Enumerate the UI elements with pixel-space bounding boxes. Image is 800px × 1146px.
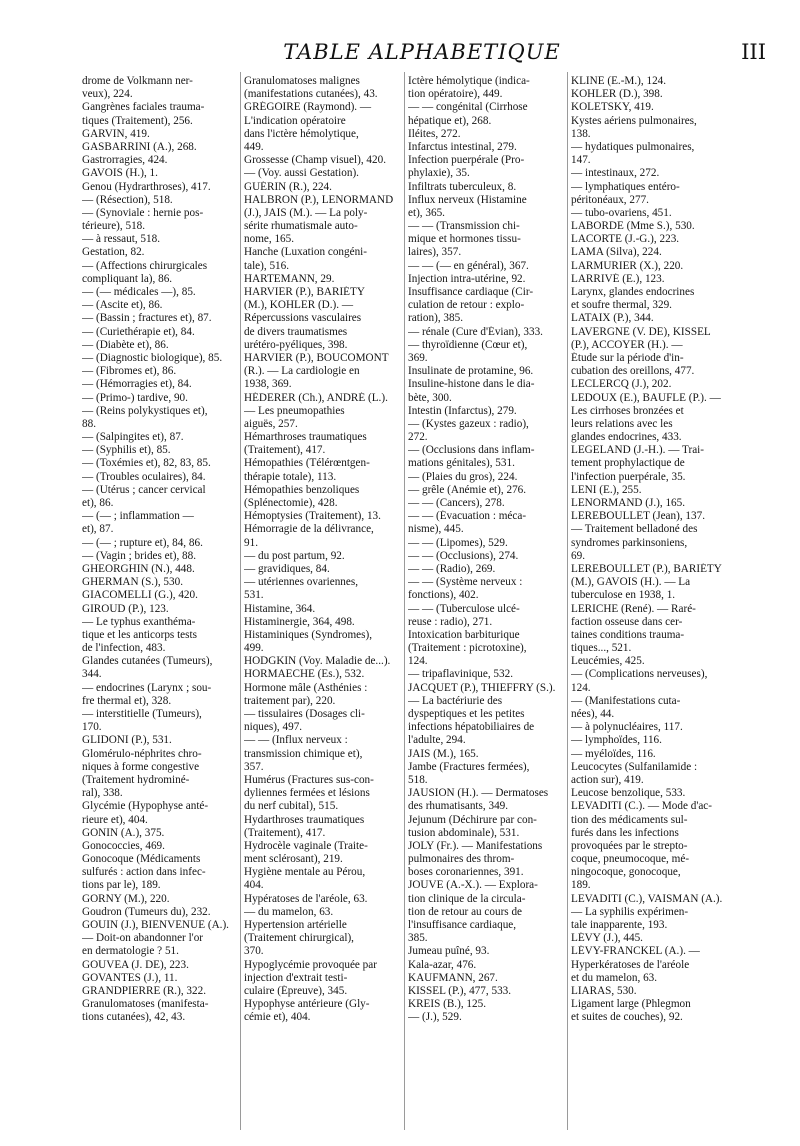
index-line: Répercussions vasculaires [244, 312, 362, 325]
index-line: — — (Influx nerveux : [244, 734, 348, 747]
index-line: veux), 224. [82, 88, 133, 101]
index-line: GIACOMELLI (G.), 420. [82, 589, 198, 602]
index-line: — (Fibromes et), 86. [82, 365, 177, 378]
index-line: niques), 497. [244, 721, 303, 734]
index-line: Hypertension artérielle [244, 919, 347, 931]
index-line: Insuffisance cardiaque (Cir- [408, 286, 534, 298]
index-line: — du mamelon, 63. [244, 905, 334, 918]
index-line: ration), 385. [408, 312, 463, 325]
index-line: ningocoque, gonocoque, [571, 866, 681, 879]
index-line: Iléites, 272. [408, 127, 461, 140]
index-line: — (Complications nerveuses), [571, 668, 708, 681]
index-line: Leucocytes (Sulfanilamide : [571, 760, 698, 773]
index-line: — — (Cancers), 278. [408, 497, 505, 509]
index-line: — myéloïdes, 116. [571, 747, 656, 760]
index-line: Hémorragie de la délivrance, [244, 523, 374, 536]
page-number: III [741, 40, 766, 64]
index-line: — — (Transmission chi- [408, 220, 520, 233]
index-line: GASBARRINI (A.), 268. [82, 140, 197, 153]
index-line: LACORTE (J.-G.), 223. [571, 233, 680, 246]
index-line: LARRIVÉ (E.), 123. [571, 272, 665, 285]
index-line: — (Synoviale : hernie pos- [82, 206, 204, 219]
index-line: nées), 44. [571, 708, 615, 720]
index-line: rieure et), 404. [82, 813, 148, 826]
index-line: — du post partum, 92. [244, 549, 345, 562]
index-line: — (Occlusions dans inflam- [408, 444, 535, 457]
index-line: — rénale (Cure d'Évian), 333. [408, 325, 543, 338]
index-line: et suites de couches), 92. [571, 1011, 683, 1024]
index-line: — (Diabète et), 86. [82, 338, 169, 351]
column-divider [240, 72, 241, 1130]
index-line: Hanche (Luxation congéni- [244, 246, 368, 259]
index-line: Hémopathies (Télérœntgen- [244, 457, 370, 470]
index-line: GIROUD (P.), 123. [82, 602, 169, 615]
index-line: tale), 516. [244, 259, 290, 272]
index-line: Influx nerveux (Histamine [408, 193, 527, 206]
index-line: Hydarthroses traumatiques [244, 813, 365, 826]
index-line: — thyroïdienne (Cœur et), [408, 338, 528, 351]
index-line: LIARAS, 530. [571, 984, 637, 997]
index-line: Ictère hémolytique (indica- [408, 75, 530, 87]
index-line: Injection intra-utérine, 92. [408, 272, 526, 285]
index-line: des rhumatisants, 349. [408, 800, 509, 813]
index-line: Glomérulo-néphrites chro- [82, 747, 202, 760]
index-line: l'adulte, 294. [408, 734, 466, 747]
index-line: — (Reins polykystiques et), [82, 404, 208, 417]
index-line: GHERMAN (S.), 530. [82, 576, 183, 589]
index-line: Hyperkératoses de l'aréole [571, 958, 690, 971]
index-line: Granulomatoses (manifesta- [82, 998, 209, 1011]
index-line: — (Affections chirurgicales [82, 259, 208, 272]
index-line: Jumeau puîné, 93. [408, 945, 490, 958]
index-line: LEREBOULLET (Jean), 137. [571, 510, 706, 523]
index-line: 1938, 369. [244, 378, 292, 391]
index-line: (P.), ACCOYER (H.). — [571, 338, 683, 351]
index-line: LEDOUX (E.), BAUFLE (P.). — [571, 391, 721, 404]
index-line: syndromes parkinsoniens, [571, 536, 688, 549]
index-line: LÉVY-FRANCKEL (A.). — [571, 945, 700, 958]
index-line: pulmonaires des throm- [408, 853, 515, 866]
index-line: — — (— en général), 367. [408, 259, 529, 272]
index-line: 138. [571, 127, 591, 140]
index-line: Humérus (Fractures sus-con- [244, 773, 374, 786]
index-line: et), 87. [82, 523, 114, 536]
index-line: 449. [244, 140, 264, 153]
index-line: ment sclérosant), 219. [244, 853, 343, 866]
index-line: Leucose benzolique, 533. [571, 787, 686, 800]
index-line: LAMA (Silva), 224. [571, 246, 662, 259]
index-line: faction osseuse dans cer- [571, 615, 683, 628]
index-line: tiques (Traitement), 256. [82, 114, 193, 127]
index-line: dyliennes fermées et lésions [244, 787, 370, 800]
index-line: cubation des oreillons, 477. [571, 365, 695, 378]
index-line: Hygiène mentale au Pérou, [244, 866, 366, 879]
index-line: (M.), KOHLER (D.). — [244, 299, 354, 312]
index-line: GUÉRIN (R.), 224. [244, 180, 332, 193]
index-line: HODGKIN (Voy. Maladie de...). [244, 655, 391, 668]
index-line: — (Ascite et), 86. [82, 299, 163, 312]
index-line: KAUFMANN, 267. [408, 971, 498, 984]
index-line: furés dans les infections [571, 826, 679, 839]
index-line: Jejunum (Déchirure par con- [408, 813, 537, 826]
index-line: — tubo-ovariens, 451. [571, 206, 672, 219]
index-line: Intoxication barbiturique [408, 628, 520, 641]
index-line: tion opératoire), 449. [408, 88, 503, 101]
index-line: HARVIER (P.), BOUCOMONT [244, 351, 389, 364]
index-line: de divers traumatismes [244, 325, 348, 338]
index-line: tions par le), 189. [82, 879, 161, 892]
index-line: JACQUET (P.), THIEFFRY (S.). [408, 681, 556, 694]
index-line: injection d'extrait testi- [244, 971, 348, 984]
index-line: GARVIN, 419. [82, 127, 150, 140]
index-line: — (Kystes gazeux : radio), [408, 417, 529, 430]
index-line: HARVIER (P.), BARIÉTY [244, 286, 365, 298]
index-line: GONIN (A.), 375. [82, 826, 165, 839]
index-line: (J.), JAIS (M.). — La poly- [244, 206, 368, 219]
index-line: Hémarthroses traumatiques [244, 431, 367, 444]
index-line: GOVANTES (J.), 11. [82, 971, 178, 984]
index-line: HALBRON (P.), LENORMAND [244, 193, 394, 206]
index-line: tiques..., 521. [571, 642, 632, 655]
index-line: Intestin (Infarctus), 279. [408, 404, 517, 417]
index-line: drome de Volkmann ner- [82, 75, 193, 87]
index-line: Gonocoque (Médicaments [82, 853, 201, 866]
index-line: 170. [82, 721, 102, 734]
index-line: Infiltrats tuberculeux, 8. [408, 180, 517, 193]
index-line: fre thermal et), 328. [82, 694, 172, 707]
index-line: et), 365. [408, 206, 445, 219]
index-line: — interstitielle (Tumeurs), [82, 708, 202, 720]
index-line: Hémoptysies (Traitement), 13. [244, 510, 381, 523]
index-line: bète, 300. [408, 391, 452, 404]
index-line: 88. [82, 417, 96, 430]
index-line: GRÉGOIRE (Raymond). — [244, 101, 372, 114]
index-line: — (— ; rupture et), 84, 86. [82, 536, 203, 549]
index-line: et du mamelon, 63. [571, 971, 658, 984]
index-line: action sur), 419. [571, 773, 644, 786]
index-line: coque, pneumocoque, mé- [571, 853, 690, 866]
index-line: — (J.), 529. [408, 1011, 462, 1024]
index-column-1 [82, 75, 236, 1025]
index-line: Leucémies, 425. [571, 655, 645, 668]
index-line: compliquant la), 86. [82, 272, 173, 285]
index-line: — Doit-on abandonner l'or [82, 932, 204, 945]
index-line: tions cutanées), 42, 43. [82, 1011, 186, 1024]
index-line: 369. [408, 351, 428, 364]
index-line: KISSEL (P.), 477, 533. [408, 984, 512, 997]
index-line: l'insuffisance cardiaque, [408, 919, 517, 931]
index-line: tique et les anticorps tests [82, 628, 197, 641]
index-line: — — (Système nerveux : [408, 576, 523, 589]
index-line: — hydatiques pulmonaires, [571, 140, 695, 153]
index-line: — gravidiques, 84. [244, 562, 330, 575]
index-line: nisme), 445. [408, 523, 464, 536]
index-line: — — congénital (Cirrhose [408, 101, 528, 114]
index-line: JOLY (Fr.). — Manifestations [408, 839, 543, 852]
index-line: sérite rhumatismale auto- [244, 220, 358, 233]
index-line: péritonéaux, 277. [571, 193, 649, 206]
index-line: 272. [408, 431, 428, 444]
index-line: GHEORGHIN (N.), 448. [82, 562, 195, 575]
index-line: HORMAECHE (Es.), 532. [244, 668, 365, 681]
index-line: Jambe (Fractures fermées), [408, 760, 530, 773]
index-line: boses coronariennes, 391. [408, 866, 524, 879]
index-line: LECLERCQ (J.), 202. [571, 378, 672, 391]
index-line: GOUIN (J.), BIENVENUE (A.). [82, 919, 229, 931]
index-line: — Les pneumopathies [244, 404, 345, 417]
index-line: — La bactériurie des [408, 694, 503, 707]
index-line: — (Résection), 518. [82, 193, 173, 206]
index-line: traitement par), 220. [244, 694, 336, 707]
index-line: KOHLER (D.), 398. [571, 88, 663, 101]
index-line: LENORMAND (J.), 165. [571, 497, 686, 509]
index-line: 124. [408, 655, 428, 668]
index-line: térieure), 518. [82, 220, 146, 233]
index-line: — (— ; inflammation — [82, 510, 194, 523]
index-line: — — (Évacuation : méca- [408, 510, 527, 523]
index-line: — — (Tuberculose ulcé- [408, 602, 520, 615]
index-line: leurs relations avec les [571, 417, 673, 430]
index-line: Gestation, 82. [82, 246, 145, 259]
index-line: — grêle (Anémie et), 276. [408, 483, 527, 496]
index-line: phylaxie), 35. [408, 167, 470, 180]
index-line: Glandes cutanées (Tumeurs), [82, 655, 213, 668]
index-line: (M.), GAVOIS (H.). — La [571, 576, 691, 589]
index-line: tale inapparente, 193. [571, 919, 668, 931]
index-line: 518. [408, 773, 428, 786]
index-line: GLIDONI (P.), 531. [82, 734, 172, 747]
index-line: mique et hormones tissu- [408, 233, 521, 246]
index-line: Histaminergie, 364, 498. [244, 615, 355, 628]
index-line: — Traitement belladoné des [571, 523, 698, 536]
index-line: de l'infection, 483. [82, 642, 166, 655]
index-line: LÉVY (J.), 445. [571, 932, 643, 945]
index-line: JOUVE (A.-X.). — Explora- [408, 879, 538, 892]
index-line: Les cirrhoses bronzées et [571, 404, 684, 417]
index-line: — Le typhus exanthéma- [82, 615, 196, 628]
index-line: KREIS (B.), 125. [408, 998, 487, 1011]
index-line: — — (Radio), 269. [408, 562, 496, 575]
index-line: niques à forme congestive [82, 760, 200, 773]
index-line: LATAIX (P.), 344. [571, 312, 654, 325]
index-line: Hypoglycémie provoquée par [244, 958, 377, 971]
index-line: Larynx, glandes endocrines [571, 286, 695, 298]
index-line: urétéro-pyéliques, 398. [244, 338, 348, 351]
index-line: — lymphoïdes, 116. [571, 734, 662, 747]
index-line: KOLETSKY, 419. [571, 101, 654, 114]
index-line: dans l'ictère hémolytique, [244, 127, 359, 140]
index-line: (manifestations cutanées), 43. [244, 88, 378, 101]
index-line: (Splénectomie), 428. [244, 497, 338, 509]
index-line: — lymphatiques entéro- [571, 180, 680, 193]
index-line: — (Voy. aussi Gestation). [244, 167, 359, 180]
index-line: — — (Lipomes), 529. [408, 536, 508, 549]
index-line: Infection puerpérale (Pro- [408, 154, 525, 167]
index-line: — (Plaies du gros), 224. [408, 470, 518, 483]
index-line: Goudron (Tumeurs du), 232. [82, 905, 211, 918]
index-line: — (— médicales —), 85. [82, 286, 196, 298]
index-line: mations génitales), 531. [408, 457, 515, 470]
index-line: 499. [244, 642, 264, 655]
index-line: et soufre thermal, 329. [571, 299, 672, 312]
index-line: GAVOIS (H.), 1. [82, 167, 158, 180]
index-line: Histaminiques (Syndromes), [244, 628, 373, 641]
index-line: Glycémie (Hypophyse anté- [82, 800, 209, 813]
index-line: — (Salpingites et), 87. [82, 431, 184, 444]
index-line: transmission chimique et), [244, 747, 363, 760]
index-line: tion de retour au cours de [408, 905, 523, 918]
index-line: et), 86. [82, 497, 114, 509]
index-line: — (Toxémies et), 82, 83, 85. [82, 457, 211, 470]
index-line: — endocrines (Larynx ; sou- [82, 681, 212, 694]
index-line: sulfurés : action dans infec- [82, 866, 206, 879]
index-line: (Traitement), 417. [244, 826, 326, 839]
index-line: — (Bassin ; fractures et), 87. [82, 312, 212, 325]
index-line: Hémopathies benzoliques [244, 483, 360, 496]
index-line: ral), 338. [82, 787, 123, 800]
index-line: — (Curiethérapie et), 84. [82, 325, 195, 338]
index-line: (Traitement), 417. [244, 444, 326, 457]
index-line: Grossesse (Champ visuel), 420. [244, 154, 387, 167]
index-line: — à polynucléaires, 117. [571, 721, 683, 734]
index-line: LENI (E.), 255. [571, 483, 642, 496]
index-line: Genou (Hydrarthroses), 417. [82, 180, 211, 193]
index-line: cémie et), 404. [244, 1011, 311, 1024]
index-line: HÉDERER (Ch.), ANDRÉ (L.). [244, 391, 388, 404]
index-line: infections hépatobiliaires de [408, 721, 535, 734]
index-line: 69. [571, 549, 585, 562]
index-line: L'indication opératoire [244, 114, 346, 127]
index-line: KLINE (E.-M.), 124. [571, 75, 667, 87]
index-line: tuberculose en 1938, 1. [571, 589, 676, 602]
index-line: nome, 165. [244, 233, 295, 246]
column-divider [404, 72, 405, 1130]
index-line: 124. [571, 681, 591, 694]
index-line: — (Troubles oculaires), 84. [82, 470, 206, 483]
index-line: dyspeptiques et les petites [408, 708, 525, 720]
index-line: 189. [571, 879, 591, 892]
index-line: Hypophyse antérieure (Gly- [244, 998, 370, 1011]
index-line: laires), 357. [408, 246, 462, 259]
index-line: Hypératoses de l'aréole, 63. [244, 892, 368, 905]
index-line: glandes endocrines, 433. [571, 431, 682, 444]
index-line: (R.). — La cardiologie en [244, 365, 360, 378]
index-line: Granulomatoses malignes [244, 75, 360, 87]
index-line: LEREBOULLET (P.), BARIÉTY [571, 562, 722, 575]
index-line: 147. [571, 154, 591, 167]
index-line: JAUSION (H.). — Dermatoses [408, 787, 549, 800]
index-line: 404. [244, 879, 264, 892]
index-line: Hydrocèle vaginale (Traite- [244, 839, 368, 852]
index-line: reuse : radio), 271. [408, 615, 493, 628]
index-line: LARMURIER (X.), 220. [571, 259, 684, 272]
index-line: Insuline-histone dans le dia- [408, 378, 535, 391]
index-line: Insulinate de protamine, 96. [408, 365, 534, 378]
index-line: — (Syphilis et), 85. [82, 444, 171, 457]
index-line: (Traitement : picrotoxine), [408, 642, 527, 655]
index-line: 370. [244, 945, 264, 958]
index-line: — (Vagin ; brides et), 88. [82, 549, 197, 562]
index-line: du nerf cubital), 515. [244, 800, 339, 813]
index-line: tion clinique de la circula- [408, 892, 526, 905]
column-divider [567, 72, 568, 1130]
index-line: — — (Occlusions), 274. [408, 549, 519, 562]
index-line: (Traitement chirurgical), [244, 932, 354, 945]
index-line: — La syphilis expérimen- [571, 905, 689, 918]
index-line: — (Hémorragies et), 84. [82, 378, 192, 391]
index-line: Kystes aériens pulmonaires, [571, 114, 697, 127]
index-line: — intestinaux, 272. [571, 167, 660, 180]
index-line: tion des médicaments sul- [571, 813, 688, 826]
index-line: GOUVEA (J. DE), 223. [82, 958, 189, 971]
index-line: Gangrènes faciales trauma- [82, 101, 205, 114]
index-line: — (Manifestations cuta- [571, 694, 681, 707]
index-line: — tripaflavinique, 532. [408, 668, 514, 681]
index-line: culaire (Épreuve), 345. [244, 984, 348, 997]
index-line: — utériennes ovariennes, [244, 576, 359, 589]
index-line: fonctions), 402. [408, 589, 479, 602]
index-line: thérapie totale), 113. [244, 470, 337, 483]
index-line: GRANDPIERRE (R.), 322. [82, 984, 206, 997]
index-line: hépatique et), 268. [408, 114, 492, 127]
running-title: TABLE ALPHABETIQUE [283, 40, 561, 64]
index-line: 357. [244, 760, 264, 773]
index-line: — (Primo-) tardive, 90. [82, 391, 188, 404]
index-line: Ligament large (Phlegmon [571, 998, 691, 1011]
index-line: 385. [408, 932, 428, 945]
index-line: l'infection puerpérale, 35. [571, 470, 686, 483]
index-line: Infarctus intestinal, 279. [408, 140, 517, 153]
index-line: GORNY (M.), 220. [82, 892, 170, 905]
index-line: Histamine, 364. [244, 602, 316, 615]
index-line: aiguës, 257. [244, 417, 298, 430]
index-line: JAIS (M.), 165. [408, 747, 479, 760]
index-line: Hormone mâle (Asthénies : [244, 681, 368, 694]
index-line: LAVERGNE (V. DE), KISSEL [571, 325, 711, 338]
index-line: 531. [244, 589, 264, 602]
index-line: Étude sur la période d'in- [571, 351, 684, 364]
index-line: tusion abdominale), 531. [408, 826, 520, 839]
index-line: LABORDE (Mme S.), 530. [571, 220, 695, 233]
index-line: culation de retour : explo- [408, 299, 525, 312]
index-line: Gastrorragies, 424. [82, 154, 168, 167]
index-line: HARTEMANN, 29. [244, 272, 335, 285]
index-line: — tissulaires (Dosages cli- [244, 708, 365, 720]
index-line: 344. [82, 668, 102, 681]
index-line: — à ressaut, 518. [82, 233, 160, 246]
index-line: LEVADITI (C.). — Mode d'ac- [571, 800, 712, 813]
index-line: Kala-azar, 476. [408, 958, 477, 971]
index-line: en dermatologie ? 51. [82, 945, 179, 958]
index-column-4 [571, 75, 725, 1025]
index-line: LEVADITI (C.), VAISMAN (A.). [571, 892, 723, 905]
index-column-2 [244, 75, 398, 1025]
index-line: tement prophylactique de [571, 457, 685, 470]
index-line: taines conditions trauma- [571, 628, 685, 641]
index-line: (Traitement hydrominé- [82, 773, 190, 786]
index-line: — (Utérus ; cancer cervical [82, 483, 206, 496]
index-line: Gonococcies, 469. [82, 839, 165, 852]
index-line: LERICHE (René). — Raré- [571, 602, 696, 615]
index-line: LEGELAND (J.-H.). — Trai- [571, 444, 704, 457]
index-line: 91. [244, 536, 258, 549]
index-line: provoquées par le strepto- [571, 839, 688, 852]
index-column-3 [408, 75, 562, 1025]
index-line: — (Diagnostic biologique), 85. [82, 351, 223, 364]
